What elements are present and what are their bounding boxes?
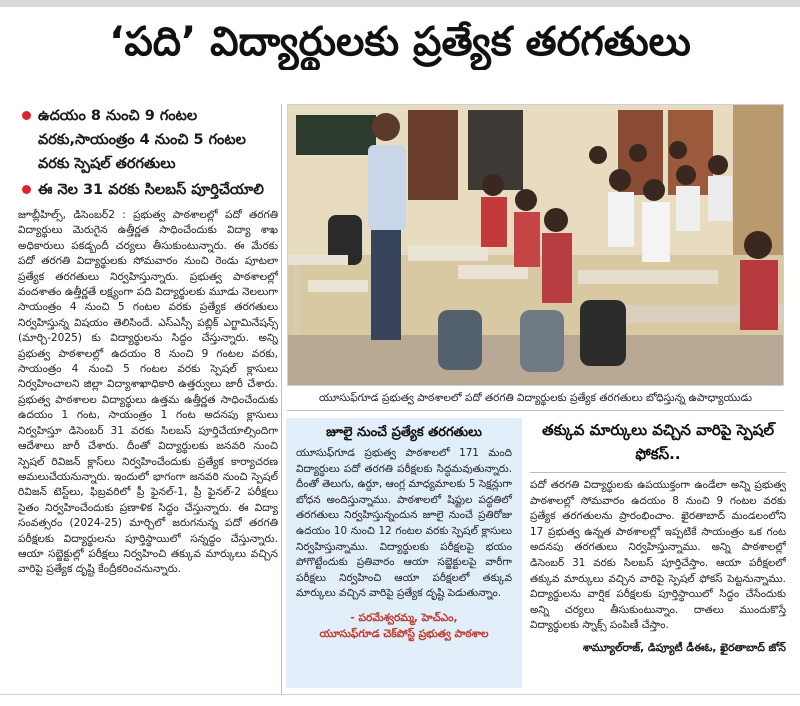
- bullet-item: [18, 104, 278, 176]
- box-sign-org: యూసుఫ్‌గూడ చెక్‌పోస్ట్ ప్రభుత్వ పాఠశాల: [319, 627, 489, 640]
- box-signature: [296, 610, 512, 642]
- bottom-divider: [0, 694, 800, 695]
- caption-divider: [287, 410, 784, 411]
- photo-caption: యూసుఫ్‌గూడ ప్రభుత్వ పాఠశాలలో పదో తరగతి విద్యార్థులకు ప్రత్యేక తరగతులు బోధిస్తున్న ఉపాధ్యాయుడు: [319, 392, 752, 404]
- right-title-divider: [530, 472, 786, 473]
- classroom-illustration: [288, 105, 784, 386]
- article-paragraph: జూబ్లీహిల్స్, డిసెంబర్2 : ప్రభుత్వ పాఠశాలల్లో పదో తరగతి విద్యార్థులు మెరుగైన ఉత్తీర్ణత సాధించేందుకు విద్యా శాఖ అధికారులు పకడ్బందీ చర్యలు తీసుకుంటున్నారు. ఈ మేరకు పదో తరగతి విద్యార్థులకు సోమవారం నుంచి రెండు పూటలా ప్రత్యేక తరగతులు నిర్వహిస్తున్నారు. ప్రభుత్వ పాఠశాలల్లో వందశాతం ఉత్తీర్ణతే లక్ష్యంగా పది విద్యార్థులకు మూడు నెలలుగా సాయంత్రం 4 నుంచి 5 గంటల వరకు ప్రత్యేక తరగతులు నిర్వహిస్తున్న విషయం తెలిసిందే. ఎస్ఎస్సీ పబ్లిక్ ఎగ్జామినేషన్స్ (మార్చి-2025) కు విద్యార్థులను సిద్ధం చేస్తున్నారు. అన్ని ప్రభుత్వ పాఠశాలల్లో ఉదయం 8 నుంచి 9 గంటల వరకు, సాయంత్రం 4 నుంచి 5 గంటల వరకు స్పెషల్ క్లాసులు నిర్వహించాలని జిల్లా విద్యాశాఖాధికారి ఉత్తర్వులు జారీ చేశారు. ప్రభుత్వ పాఠశాలల విద్యార్థులు ఉత్తమ ఉత్తీర్ణత సాధించేందుకు ఉదయం 1 గంట, సాయంత్రం 1 గంట అదనపు క్లాసులు నిర్వహిస్తూ డిసెంబర్ 31 వరకు సిలబస్ పూర్తిచేయాల్సిందిగా ఆదేశాలు జారీ చేశారు. దీంతో విద్యార్థులకు జనవరి నుంచి స్పెషల్ రివిజన్ క్లాస్‌లు నిర్వహించేందుకు ప్రత్యేక కార్యాచరణ అమలుచేయనున్నారు. ఇందులో భాగంగా జనవరి నుంచి స్పెషల్ రివిజన్ టెస్ట్‌లు, ఫిబ్రవరిలో ప్రీ ఫైనల్-1, ప్రీ ఫైనల్-2 పరీక్షలు సైతం నిర్వహించేందుకు ప్రణాళిక సిద్ధం చేస్తున్నారు. ఈ విద్యా సంవత్సరం (2024-25) మార్చిలో జరుగనున్న పదో తరగతి పరీక్షలకు విద్యార్థులను పూర్తిస్థాయిలో సన్నద్ధం చేస్తున్నారు. ఆయా సబ్జెక్టుల్లో పరీక్షలు నిర్వహించి తక్కువ మార్కులు వచ్చిన వారిపై ప్రత్యేక దృష్టి కేంద్రీకరించనున్నారు.: [18, 209, 278, 576]
- box-text: యూసుఫ్‌గూడ ప్రభుత్వ పాఠశాలలో 171 మంది విద్యార్థులు పదో తరగతి పరీక్షలకు సిద్ధమవుతున్నారు. దీంతో తెలుగు, ఉర్దూ, ఆంగ్ల మాధ్యమాలకు 5 సెక్షన్లుగా బోధన అందిస్తున్నాము. పాఠశాలలో షిఫ్టుల పద్ధతిలో తరగతులు నిర్వహిస్తున్నందున జూలై నుంచే ప్రతిరోజు ఉదయం 10 నుంచి 12 గంటల వరకు స్పెషల్ క్లాసులు నిర్వహిస్తున్నాము. విద్యార్థులకు పరీక్షలపై భయం పోగొట్టేందుకు ప్రతివారం ఆయా సబ్జెక్టులపై వారీగా పరీక్షలు నిర్వహించి ఆయా పరీక్షలలో తక్కువ మార్కులు వచ్చిన వారిపై ప్రత్యేక దృష్టి పెడుతున్నాం.: [296, 447, 512, 600]
- right-text: పదో తరగతి విద్యార్థులకు ఉపయుక్తంగా ఉండేలా అన్ని ప్రభుత్వ పాఠశాలల్లో సోమవారం ఉదయం 8 నుంచి 9 గంటల వరకు ప్రత్యేక తరగతులను ప్రారంభించాం. ఖైరతాబాద్ మండలంలోని 17 ప్రభుత్వ ఉన్నత పాఠశాలల్లో ఇప్పటికే సాయంత్రం ఒక గంట అదనపు తరగతులు నిర్వహిస్తున్నాము. అన్ని పాఠశాలల్లో డిసెంబర్ 31 వరకు సిలబస్ పూర్తిచేస్తాం. ఆయా పరీక్షలలో తక్కువ మార్కులు వచ్చిన వారిపై స్పెషల్ ఫోకస్ పెట్టనున్నాము. విద్యార్థులను వార్షిక పరీక్షలకు పూర్తిస్థాయిలో సిద్ధం చేసేందుకు అన్ని చర్యలు తీసుకుంటున్నాం. దాతలు ముందుకొస్తే విద్యార్థులకు స్నాక్స్ పంపిణీ చేస్తాం.: [530, 479, 786, 632]
- bullet-item: [18, 178, 278, 202]
- bullet-dot-icon: [22, 185, 31, 194]
- right-signature: శామ్యూల్‌రాజ్, డిప్యూటీ డీఈఓ, ఖైరతాబాద్ జోన్: [582, 641, 786, 654]
- left-column: [18, 104, 278, 692]
- article-body: [18, 208, 278, 578]
- highlight-bullets: [18, 104, 278, 202]
- right-title: తక్కువ మార్కులు వచ్చిన వారిపై స్పెషల్ ఫోకస్..: [542, 421, 774, 463]
- classroom-photo: [287, 104, 784, 386]
- sidebar-box: [286, 418, 522, 688]
- top-strip: [0, 0, 800, 7]
- column-divider: [281, 104, 282, 694]
- right-column: [530, 418, 786, 690]
- bullet-text: ఈ నెల 31 వరకు సిలబస్ పూర్తిచేయాలి: [38, 182, 264, 198]
- bullet-text: ఉదయం 8 నుంచి 9 గంటల వరకు,సాయంత్రం 4 నుంచి 5 గంటల వరకు స్పెషల్ తరగతులు: [38, 108, 246, 172]
- box-sign-name: - పరమేశ్వరమ్మ, హెచ్ఎం,: [350, 611, 458, 624]
- headline: ‘పది’ విద్యార్థులకు ప్రత్యేక తరగతులు: [109, 19, 691, 65]
- bullet-dot-icon: [22, 111, 31, 120]
- box-title: జూలై నుంచే ప్రత్యేక తరగతులు: [326, 425, 482, 440]
